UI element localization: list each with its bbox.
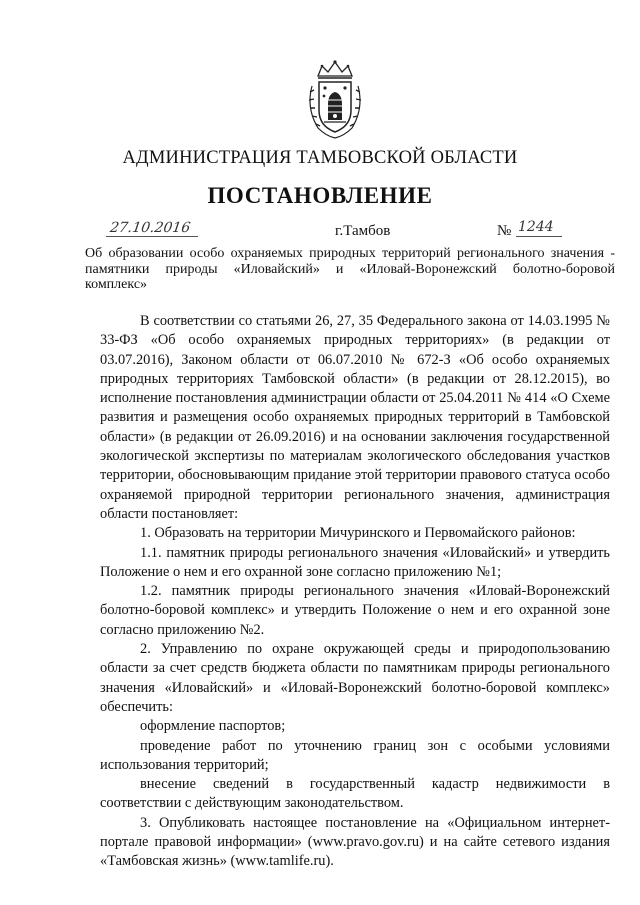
- paragraph-item-1: 1. Образовать на территории Мичуринского и Первомайского районов:: [140, 525, 576, 542]
- document-subject: Об образовании особо охраняемых природных территорий регионального значения - памятники природы «Иловайский» и «Иловай-Воронежский болотно-боровой комплекс»: [85, 246, 615, 292]
- document-city: г.Тамбов: [335, 223, 391, 239]
- number-underline: [516, 236, 562, 237]
- document-body: [100, 312, 610, 872]
- paragraph-item-2-b: проведение работ по уточнению границ зон с особыми условиями использования территорий;: [100, 737, 610, 773]
- document-number-label: №: [497, 223, 512, 239]
- paragraph-item-3: 3. Опубликовать настоящее постановление на «Официальном интернет-портале правовой информации» (www.pravo.gov.ru) и на сайте сетевого издания «Тамбовская жизнь» (www.tamlife.ru).: [100, 814, 610, 870]
- document-title: ПОСТАНОВЛЕНИЕ: [207, 183, 433, 208]
- paragraph-item-1-2: 1.2. памятник природы регионального значения «Иловай-Воронежский болотно-боровой комплекс» и утвердить Положение о нем и его охранной зоне согласно приложению №2.: [100, 583, 610, 638]
- paragraph-item-2-a: оформление паспортов;: [140, 718, 286, 735]
- document-date: 27.10.2016: [108, 220, 192, 236]
- preamble-paragraph: В соответствии со статьями 26, 27, 35 Федерального закона от 14.03.1995 № 33-ФЗ «Об особо охраняемых природных территориях» (в редакции от 03.07.2016), Законом области от 06.07.2010 № 672-З «Об особо охраняемых природных территориях Тамбовской области» (в редакции от 28.12.2015), во исполнение постановления администрации области от 25.04.2011 № 414 «О Схеме развития и размещения особо охраняемых природных территорий в Тамбовской области» (в редакции от 26.09.2016) и на основании заключения государственной экологической экспертизы по материалам экологического обследования участков территории, обосновывающим придание этой территории правового статуса особо охраняемой природной территории регионального значения, администрация области постановляет:: [100, 313, 610, 522]
- document-number: 1244: [518, 219, 554, 235]
- paragraph-item-2-c: внесение сведений в государственный кадастр недвижимости в соответствии с действующим законодательством.: [100, 776, 610, 812]
- coat-of-arms-emblem: [304, 58, 366, 140]
- date-underline: [106, 236, 198, 237]
- paragraph-item-1-1: 1.1. памятник природы регионального значения «Иловайский» и утвердить Положение о нем и его охранной зоне согласно приложению №1;: [100, 544, 610, 580]
- paragraph-item-2: 2. Управлению по охране окружающей среды и природопользованию области за счет средств бюджета области по памятникам природы регионального значения «Иловайский» и «Иловай-Воронежский болотно-боровой комплекс» обеспечить:: [100, 641, 610, 715]
- organization-name: АДМИНИСТРАЦИЯ ТАМБОВСКОЙ ОБЛАСТИ: [122, 148, 518, 168]
